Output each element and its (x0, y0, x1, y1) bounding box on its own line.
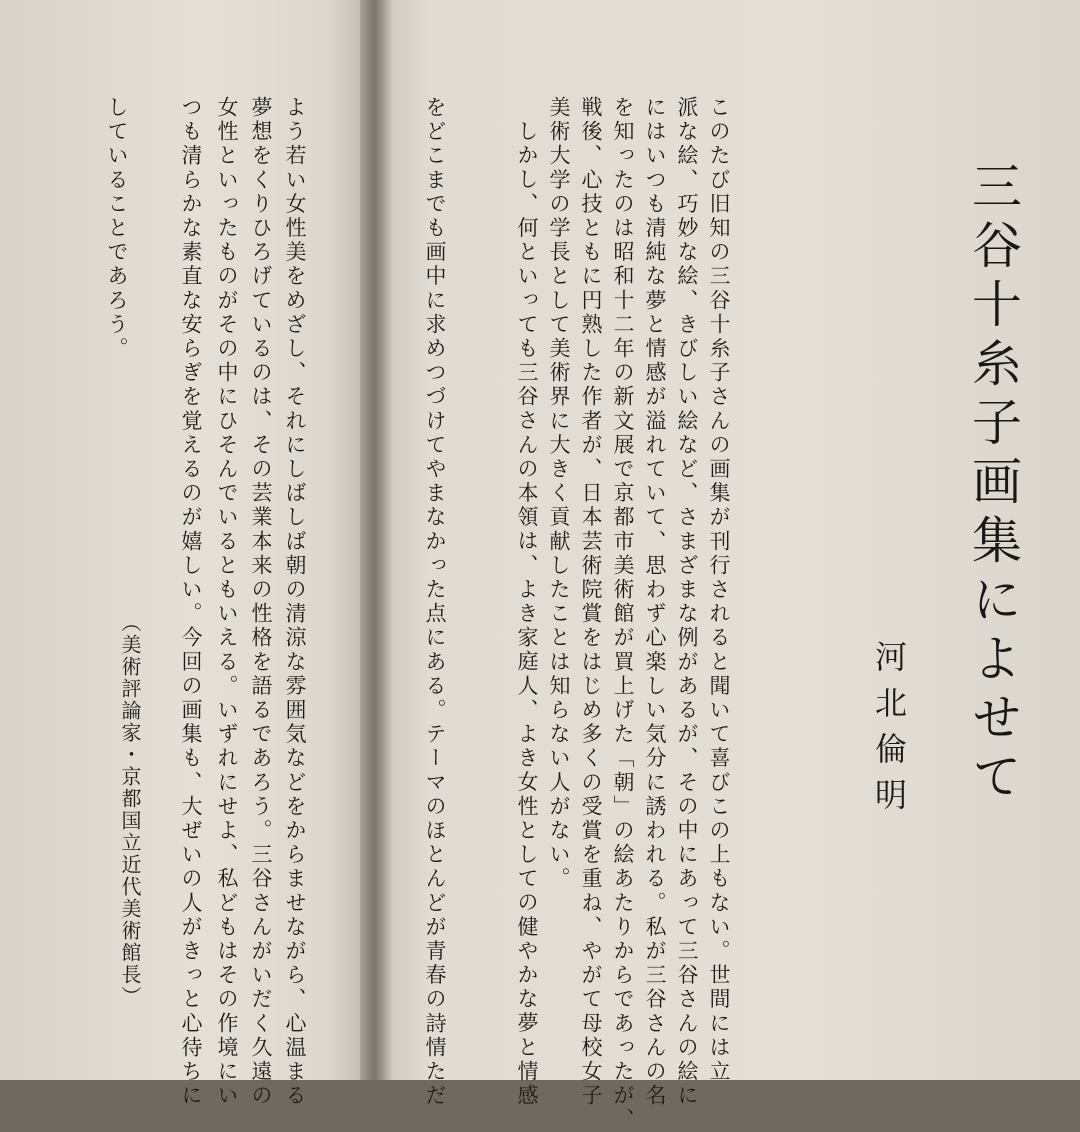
author-name: 河北倫明 (870, 640, 908, 824)
essay-title: 三谷十糸子画集によせて (964, 160, 1022, 809)
text-column: よう若い女性美をめざし、それにしばしば朝の清涼な雰囲気などをからませながら、心温まる (283, 96, 307, 1109)
text-column: 戦後、心技ともに円熟した作者が、日本芸術院賞をはじめ多くの受賞を重ね、やがて母校女子 (579, 96, 603, 1109)
text-column: を知ったのは昭和十二年の新文展で京都市美術館が買上げた「朝」の絵あたりからであったが、 (611, 96, 635, 1132)
text-column: 美術大学の学長として美術界に大きく貢献したことは知らない人がない。 (547, 96, 571, 892)
text-column: 派な絵、巧妙な絵、きびしい絵など、さまざまな例があるが、その中にあって三谷さんの絵に (675, 96, 699, 1109)
text-column: つも清らかな素直な安らぎを覚えるのが嬉しい。今回の画集も、大ぜいの人がきっと心待ちに (179, 96, 203, 1109)
text-column: 夢想をくりひろげているのは、その芸業本来の性格を語るであろう。三谷さんがいだく久遠の (249, 96, 273, 1109)
text-column: していることであろう。 (105, 96, 129, 362)
book-gutter (360, 0, 392, 1080)
text-column: にはいつも清純な夢と情感が溢れていて、思わず心楽しい気分に誘われる。私が三谷さんの名 (643, 96, 667, 1109)
text-column: 女性といったものがその中にひそんでいるともいえる。いずれにせよ、私どもはその作境にい (215, 96, 239, 1109)
author-credit: （美術評論家・京都国立近代美術館長） (118, 612, 142, 1008)
text-column: をどこまでも画中に求めつづけてやまなかった点にある。テーマのほとんどが青春の詩情ただ (423, 96, 447, 1109)
text-column: このたび旧知の三谷十糸子さんの画集が刊行されると聞いて喜びこの上もない。世間には立 (707, 96, 731, 1085)
text-column: しかし、何といっても三谷さんの本領は、よき家庭人、よき女性としての健やかな夢と情感 (515, 120, 539, 1109)
